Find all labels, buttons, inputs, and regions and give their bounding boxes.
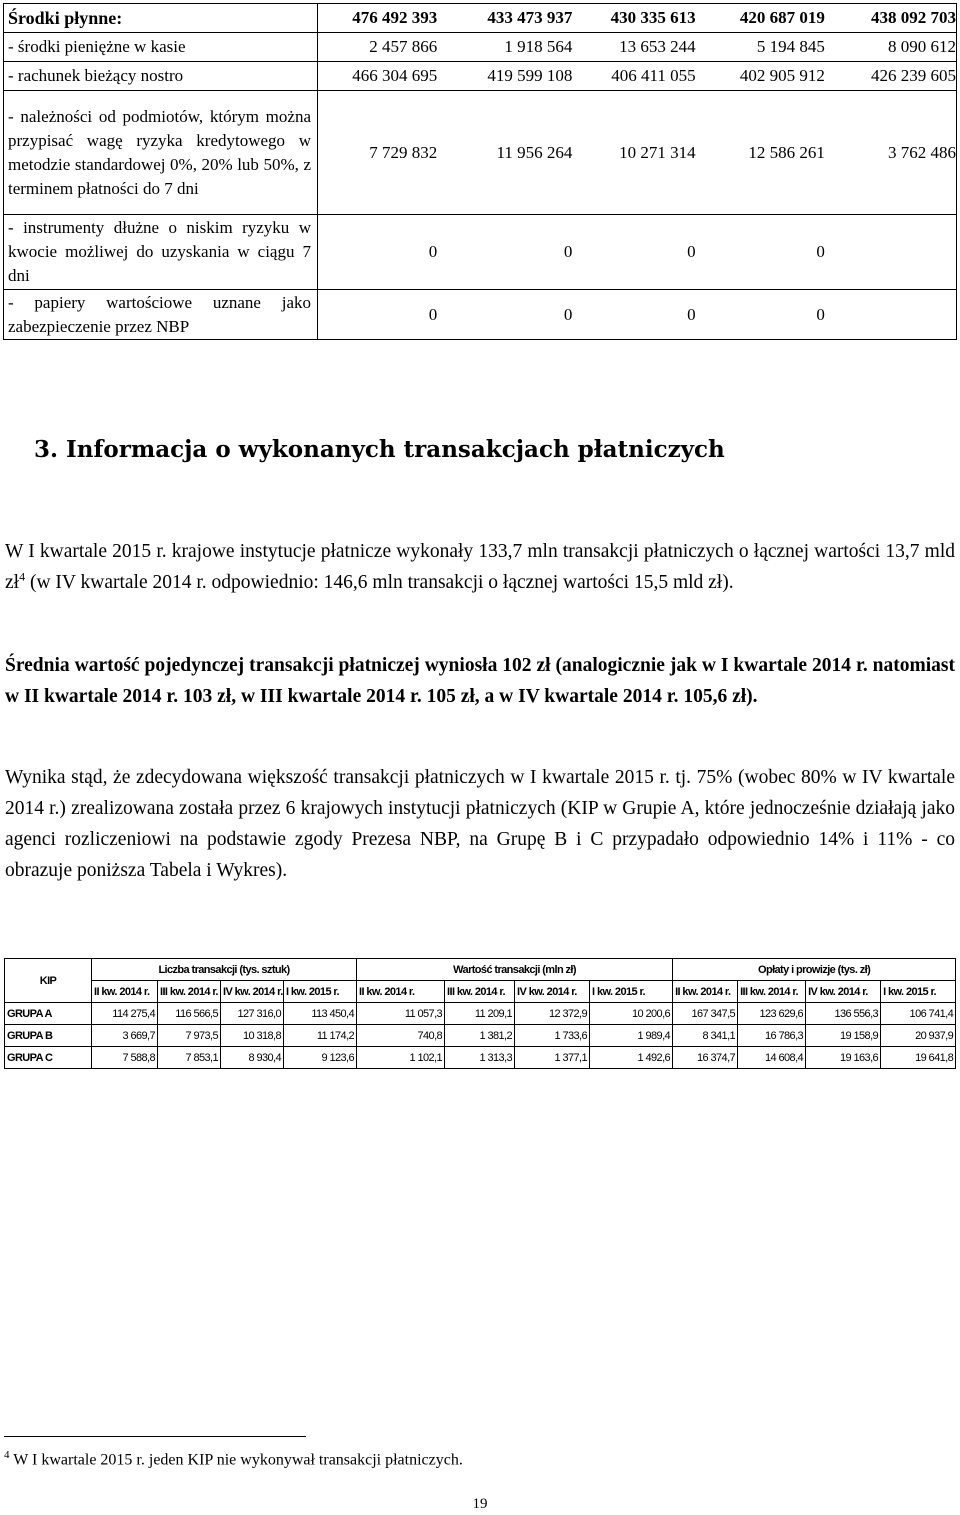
- kip-corner-header: KIP: [5, 959, 92, 1003]
- value-cell: 426 239 605: [871, 66, 956, 85]
- quarter-header: I kw. 2015 r.: [590, 981, 673, 1003]
- value-cell: 438 092 703: [871, 8, 956, 27]
- quarter-header: II kw. 2014 r.: [673, 981, 738, 1003]
- paragraph-text: (w IV kwartale 2014 r. odpowiednio: 146,6 mln transakcji o łącznej wartości 15,5 mld zł).: [25, 572, 734, 593]
- table-row: [4, 62, 957, 91]
- row-label: - środki pieniężne w kasie: [4, 33, 318, 62]
- value-cell: 1 492,6: [590, 1047, 673, 1069]
- row-values: [318, 290, 957, 340]
- value-cell: 0: [816, 304, 825, 324]
- value-cell: 12 586 261: [748, 142, 825, 162]
- value-cell: 11 057,3: [357, 1003, 445, 1025]
- footnote: [4, 1449, 463, 1469]
- value-cell: 114 275,4: [92, 1003, 158, 1025]
- quarter-header: III kw. 2014 r.: [158, 981, 221, 1003]
- value-cell: 19 158,9: [806, 1025, 881, 1047]
- value-cell: [825, 303, 956, 327]
- value-cell: 11 956 264: [496, 142, 573, 162]
- row-label: - papiery wartościowe uznane jako zabezpieczenie przez NBP: [4, 290, 318, 340]
- value-cell: 0: [816, 242, 825, 261]
- value-cell: 136 556,3: [806, 1003, 881, 1025]
- group-name: GRUPA C: [5, 1047, 92, 1069]
- row-values: [318, 91, 957, 215]
- value-cell: 8 930,4: [221, 1047, 284, 1069]
- group-header: Wartość transakcji (mln zł): [357, 959, 673, 981]
- value-cell: 0: [428, 242, 438, 261]
- footnote-text: W I kwartale 2015 r. jeden KIP nie wykonywał transakcji płatniczych.: [9, 1451, 463, 1469]
- table-row: [5, 1047, 956, 1069]
- value-cell: 402 905 912: [739, 66, 825, 85]
- value-cell: 5 194 845: [756, 37, 825, 56]
- quarter-header: II kw. 2014 r.: [92, 981, 158, 1003]
- paragraph-transactions: [5, 536, 955, 598]
- group-name: GRUPA A: [5, 1003, 92, 1025]
- table-row: [4, 290, 957, 340]
- quarter-header: III kw. 2014 r.: [445, 981, 515, 1003]
- value-cell: 430 335 613: [610, 8, 696, 27]
- table-row: [5, 1003, 956, 1025]
- table-row: [4, 33, 957, 62]
- value-cell: 12 372,9: [515, 1003, 590, 1025]
- quarter-header: I kw. 2015 r.: [284, 981, 357, 1003]
- row-label: - instrumenty dłużne o niskim ryzyku w kwocie możliwej do uzyskania w ciągu 7 dni: [4, 215, 318, 290]
- group-header: Liczba transakcji (tys. sztuk): [92, 959, 357, 981]
- footnote-separator: [4, 1436, 306, 1437]
- value-cell: 7 853,1: [158, 1047, 221, 1069]
- row-values: [318, 215, 957, 290]
- value-cell: 7 973,5: [158, 1025, 221, 1047]
- kip-subheader-row: [5, 981, 956, 1003]
- value-cell: 10 318,8: [221, 1025, 284, 1047]
- row-values: [318, 62, 957, 91]
- value-cell: 7 729 832: [369, 142, 438, 162]
- row-label: - rachunek bieżący nostro: [4, 62, 318, 91]
- value-cell: 19 163,6: [806, 1047, 881, 1069]
- value-cell: 0: [563, 242, 573, 261]
- value-cell: 20 937,9: [881, 1025, 956, 1047]
- value-cell: 1 313,3: [445, 1047, 515, 1069]
- table-row: [5, 1025, 956, 1047]
- value-cell: 19 641,8: [881, 1047, 956, 1069]
- table-row: [4, 4, 957, 33]
- value-cell: 7 588,8: [92, 1047, 158, 1069]
- value-cell: 420 687 019: [739, 8, 825, 27]
- value-cell: 11 209,1: [445, 1003, 515, 1025]
- value-cell: 123 629,6: [738, 1003, 806, 1025]
- quarter-header: IV kw. 2014 r.: [515, 981, 590, 1003]
- quarter-header: II kw. 2014 r.: [357, 981, 445, 1003]
- group-name: GRUPA B: [5, 1025, 92, 1047]
- group-header: Opłaty i prowizje (tys. zł): [673, 959, 956, 981]
- table-row: [4, 215, 957, 290]
- value-cell: 116 566,5: [158, 1003, 221, 1025]
- liquid-assets-table: [3, 3, 957, 340]
- value-cell: 113 450,4: [284, 1003, 357, 1025]
- row-label: - należności od podmiotów, którym można przypisać wagę ryzyka kredytowego w metodzie standardowej 0%, 20% lub 50%, z terminem płatności do 7 dni: [4, 91, 318, 215]
- quarter-header: IV kw. 2014 r.: [806, 981, 881, 1003]
- value-cell: 0: [428, 304, 438, 324]
- value-cell: 1 918 564: [504, 37, 573, 56]
- value-cell: 1 733,6: [515, 1025, 590, 1047]
- paragraph-text: W I kwartale 2015 r. krajowe instytucje płatnicze wykonały 133,7 mln transakcji płatniczych o łącznej wartości 13,7 mld zł: [5, 541, 955, 593]
- value-cell: 419 599 108: [487, 66, 573, 85]
- row-values: [318, 4, 957, 33]
- value-cell: 476 492 393: [352, 8, 438, 27]
- paragraph-conclusion: Wynika stąd, że zdecydowana większość transakcji płatniczych w I kwartale 2015 r. tj. 75% (wobec 80% w IV kwartale 2014 r.) zrealizowana została przez 6 krajowych instytucji płatniczych (KIP w Grupie A, które jednocześnie działają jako agenci rozliczeniowi na podstawie zgody Prezesa NBP, na Grupę B i C przypadało odpowiednio 14% i 11% - co obrazuje poniższa Tabela i Wykres).: [5, 767, 955, 881]
- value-cell: 167 347,5: [673, 1003, 738, 1025]
- row-label: Środki płynne:: [4, 4, 318, 33]
- footnote-marker: 4: [4, 1449, 10, 1461]
- kip-table: [4, 958, 956, 1069]
- value-cell: 8 090 612: [888, 37, 956, 56]
- value-cell: 2 457 866: [369, 37, 438, 56]
- row-values: [318, 33, 957, 62]
- kip-header-row: [5, 959, 956, 981]
- quarter-header: IV kw. 2014 r.: [221, 981, 284, 1003]
- value-cell: 11 174,2: [284, 1025, 357, 1047]
- value-cell: 1 377,1: [515, 1047, 590, 1069]
- value-cell: 10 271 314: [619, 142, 696, 162]
- value-cell: 3 762 486: [888, 142, 956, 162]
- value-cell: 740,8: [357, 1025, 445, 1047]
- value-cell: 3 669,7: [92, 1025, 158, 1047]
- value-cell: 127 316,0: [221, 1003, 284, 1025]
- value-cell: 10 200,6: [590, 1003, 673, 1025]
- value-cell: 0: [687, 242, 696, 261]
- value-cell: 406 411 055: [611, 66, 696, 85]
- value-cell: 9 123,6: [284, 1047, 357, 1069]
- value-cell: 0: [563, 304, 573, 324]
- value-cell: 466 304 695: [352, 66, 438, 85]
- paragraph-average-value: Średnia wartość pojedynczej transakcji płatniczej wyniosła 102 zł (analogicznie jak w I kwartale 2014 r. natomiast w II kwartale 2014 r. 103 zł, w III kwartale 2014 r. 105 zł, a w IV kwartale 2014 r. 105,6 zł).: [5, 655, 955, 707]
- value-cell: 13 653 244: [619, 37, 696, 56]
- value-cell: 433 473 937: [487, 8, 573, 27]
- footnote-ref[interactable]: 4: [19, 569, 26, 584]
- value-cell: 0: [687, 304, 696, 324]
- page-number: 19: [472, 1496, 488, 1512]
- quarter-header: III kw. 2014 r.: [738, 981, 806, 1003]
- value-cell: 1 102,1: [357, 1047, 445, 1069]
- value-cell: 16 786,3: [738, 1025, 806, 1047]
- section-heading: 3. Informacja o wykonanych transakcjach płatniczych: [34, 436, 725, 463]
- value-cell: [825, 240, 956, 264]
- quarter-header: I kw. 2015 r.: [881, 981, 956, 1003]
- value-cell: 1 381,2: [445, 1025, 515, 1047]
- value-cell: 106 741,4: [881, 1003, 956, 1025]
- value-cell: 8 341,1: [673, 1025, 738, 1047]
- value-cell: 1 989,4: [590, 1025, 673, 1047]
- table-row: [4, 91, 957, 215]
- value-cell: 14 608,4: [738, 1047, 806, 1069]
- value-cell: 16 374,7: [673, 1047, 738, 1069]
